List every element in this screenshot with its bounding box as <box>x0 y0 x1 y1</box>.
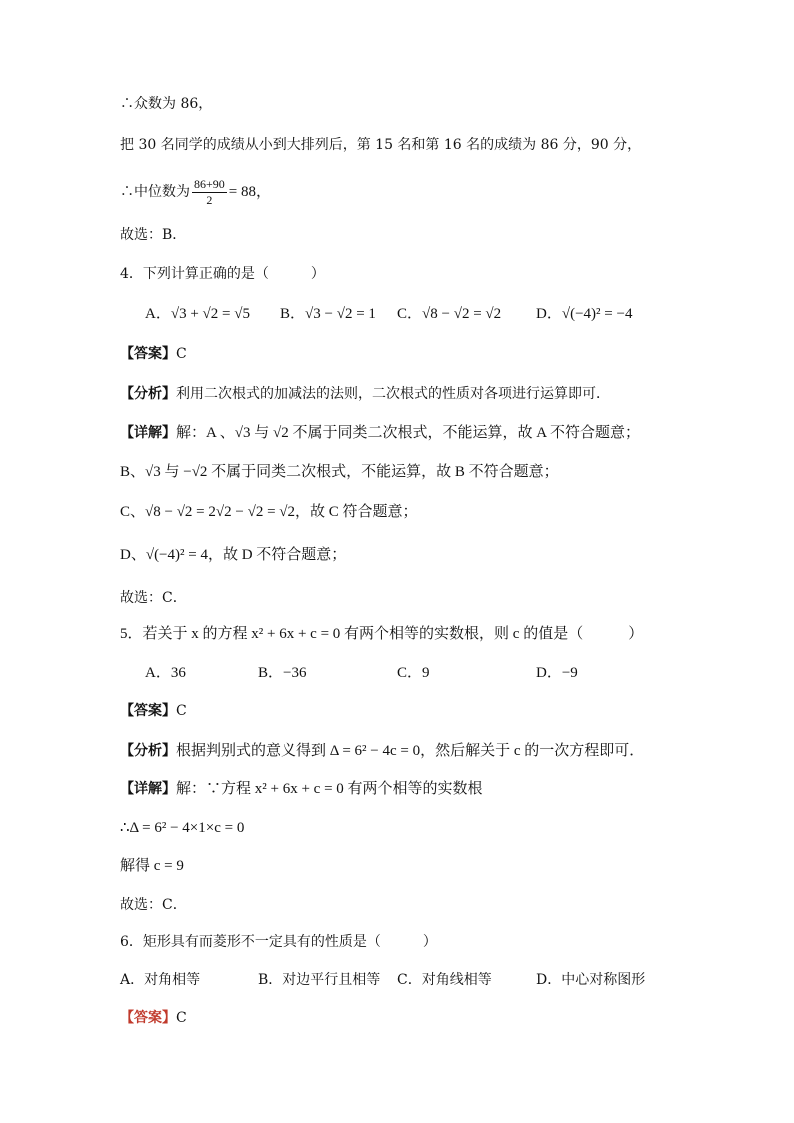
q5-detail-1: 【详解】解：∵方程 x² + 6x + c = 0 有两个相等的实数根 <box>120 781 483 797</box>
q5-choice: 故选：C． <box>120 897 187 913</box>
q6-stem: 6．矩形具有而菱形不一定具有的性质是（ ） <box>120 934 437 950</box>
intro-choice: 故选：B． <box>120 227 187 243</box>
q5-option-b: B．−36 <box>258 665 307 681</box>
q4-answer-value: C <box>176 346 187 362</box>
q4-analysis: 【分析】利用二次根式的加减法的法则，二次根式的性质对各项进行运算即可． <box>120 386 610 402</box>
q4-choice: 故选：C． <box>120 590 187 606</box>
q5-detail-2: ∴Δ = 6² − 4×1×c = 0 <box>120 820 245 836</box>
q4-detail-a: 【详解】解：A 、√3 与 √2 不属于同类二次根式，不能运算，故 A 不符合题意； <box>120 425 640 441</box>
q4-answer <box>120 344 187 364</box>
median-line <box>120 176 271 208</box>
median-prefix: ∴中位数为 <box>120 184 190 200</box>
q4-detail-b: B、√3 与 −√2 不属于同类二次根式，不能运算，故 B 不符合题意； <box>120 464 559 480</box>
q4-option-d: D．√(−4)² = −4 <box>536 306 633 322</box>
q5-answer-value: C <box>176 703 187 719</box>
q6-option-a: A．对角相等 <box>120 972 201 988</box>
q4-option-a: A．√3 + √2 = √5 <box>145 306 250 322</box>
q6-option-c: C．对角线相等 <box>397 972 492 988</box>
q5-detail-3: 解得 c = 9 <box>120 858 184 874</box>
q4-detail-d: D、√(−4)² = 4，故 D 不符合题意； <box>120 547 347 563</box>
answer-tag: 【答案】 <box>120 346 176 362</box>
mode-line: ∴众数为 86， <box>120 96 213 112</box>
q4-option-c-expr: √8 − √2 = √2 <box>422 306 502 322</box>
q4-option-b-expr: √3 − √2 = 1 <box>305 306 376 322</box>
q4-option-b: B．√3 − √2 = 1 <box>280 306 376 322</box>
answer-tag-highlighted: 【答案】 <box>120 1010 176 1026</box>
q5-option-d: D．−9 <box>536 665 578 681</box>
q5-option-a: A．36 <box>145 665 186 681</box>
q4-stem: 4．下列计算正确的是（ ） <box>120 266 325 282</box>
analysis-tag: 【分析】 <box>120 386 176 402</box>
q4-option-c: C．√8 − √2 = √2 <box>397 306 502 322</box>
median-fraction: $\frac{86+90}{2}$ <box>194 176 225 207</box>
q5-answer <box>120 701 187 721</box>
q6-answer-value: C <box>176 1010 187 1026</box>
q6-option-b: B．对边平行且相等 <box>258 972 381 988</box>
q4-option-d-expr: √(−4)² = −4 <box>561 306 633 322</box>
q6-answer <box>120 1008 187 1028</box>
rank-line: 把 30 名同学的成绩从小到大排列后，第 15 名和第 16 名的成绩为 86 分，90 分， <box>120 137 642 153</box>
q4-option-a-expr: √3 + √2 = √5 <box>170 306 250 322</box>
detail-tag: 【详解】 <box>120 781 176 797</box>
detail-tag: 【详解】 <box>120 425 176 441</box>
analysis-tag: 【分析】 <box>120 743 176 759</box>
q5-stem: 5．若关于 x 的方程 x² + 6x + c = 0 有两个相等的实数根，则 c 的值是（ ） <box>120 626 644 642</box>
q5-option-c: C．9 <box>397 665 430 681</box>
q6-option-d: D．中心对称图形 <box>536 972 646 988</box>
q4-detail-c: C、√8 − √2 = 2√2 − √2 = √2，故 C 符合题意； <box>120 504 418 520</box>
q5-analysis: 【分析】根据判别式的意义得到 Δ = 6² − 4c = 0，然后解关于 c 的一次方程即可． <box>120 743 645 759</box>
answer-tag: 【答案】 <box>120 703 176 719</box>
median-result: = 88， <box>228 184 271 200</box>
